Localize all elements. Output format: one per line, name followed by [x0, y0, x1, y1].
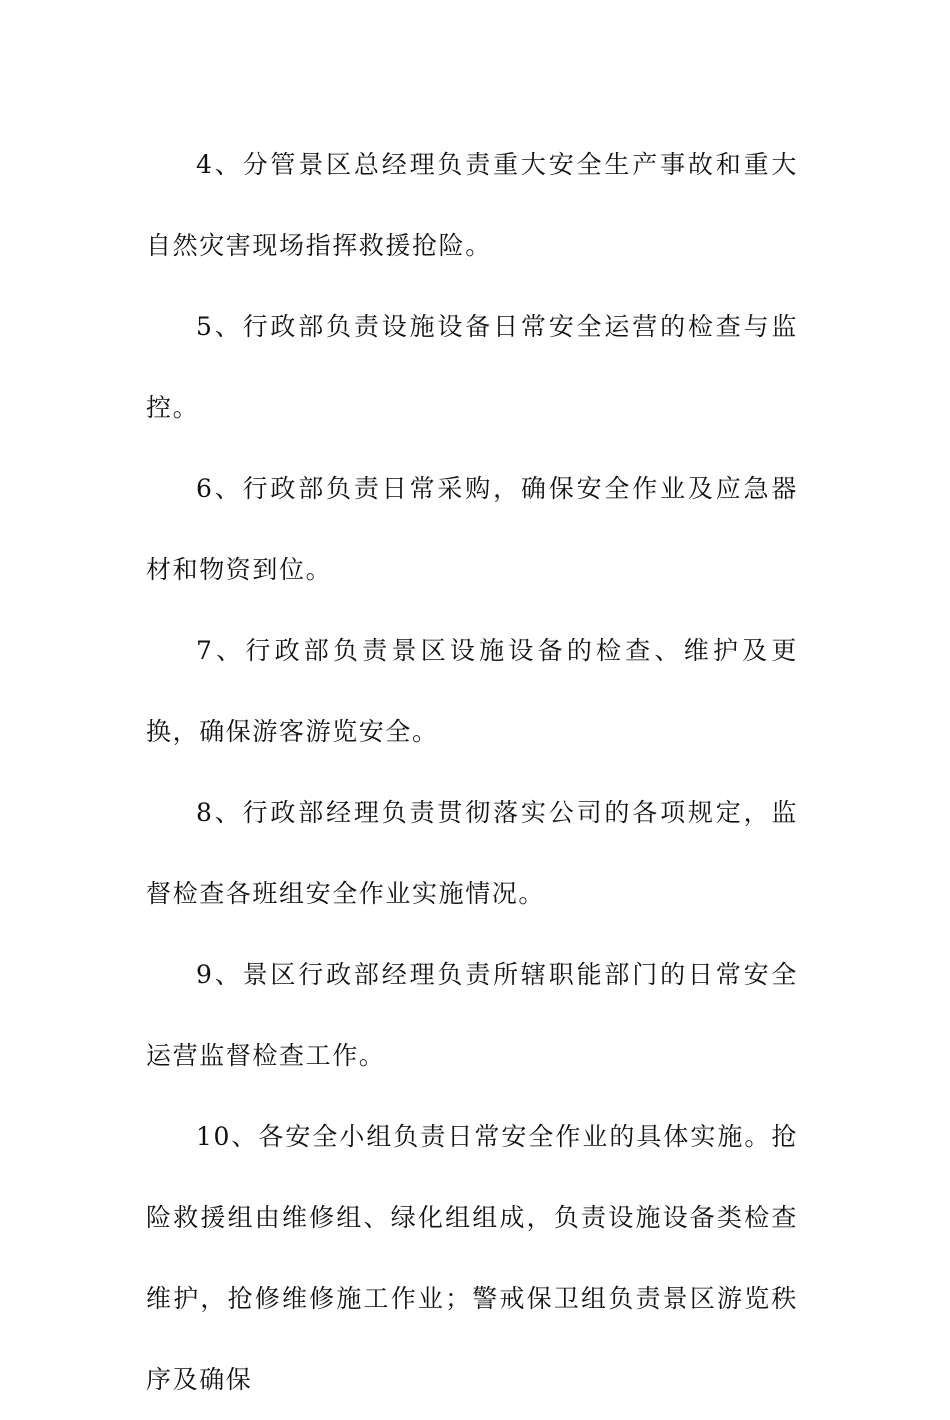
paragraph-10: 10、各安全小组负责日常安全作业的具体实施。抢险救援组由维修组、绿化组组成，负责设施设备类检查维护，抢修维修施工作业；警戒保卫组负责景区游览秩序及确保 [146, 1122, 798, 1394]
paragraph-9: 9、景区行政部经理负责所辖职能部门的日常安全运营监督检查工作。 [146, 960, 798, 1070]
paragraph-5: 5、行政部负责设施设备日常安全运营的检查与监控。 [146, 312, 798, 422]
paragraph-4: 4、分管景区总经理负责重大安全生产事故和重大自然灾害现场指挥救援抢险。 [146, 150, 798, 260]
paragraph-8: 8、行政部经理负责贯彻落实公司的各项规定，监督检查各班组安全作业实施情况。 [146, 798, 798, 908]
document-body [146, 124, 798, 1420]
paragraph-6: 6、行政部负责日常采购，确保安全作业及应急器材和物资到位。 [146, 474, 798, 584]
paragraph-7: 7、行政部负责景区设施设备的检查、维护及更换，确保游客游览安全。 [146, 636, 798, 746]
